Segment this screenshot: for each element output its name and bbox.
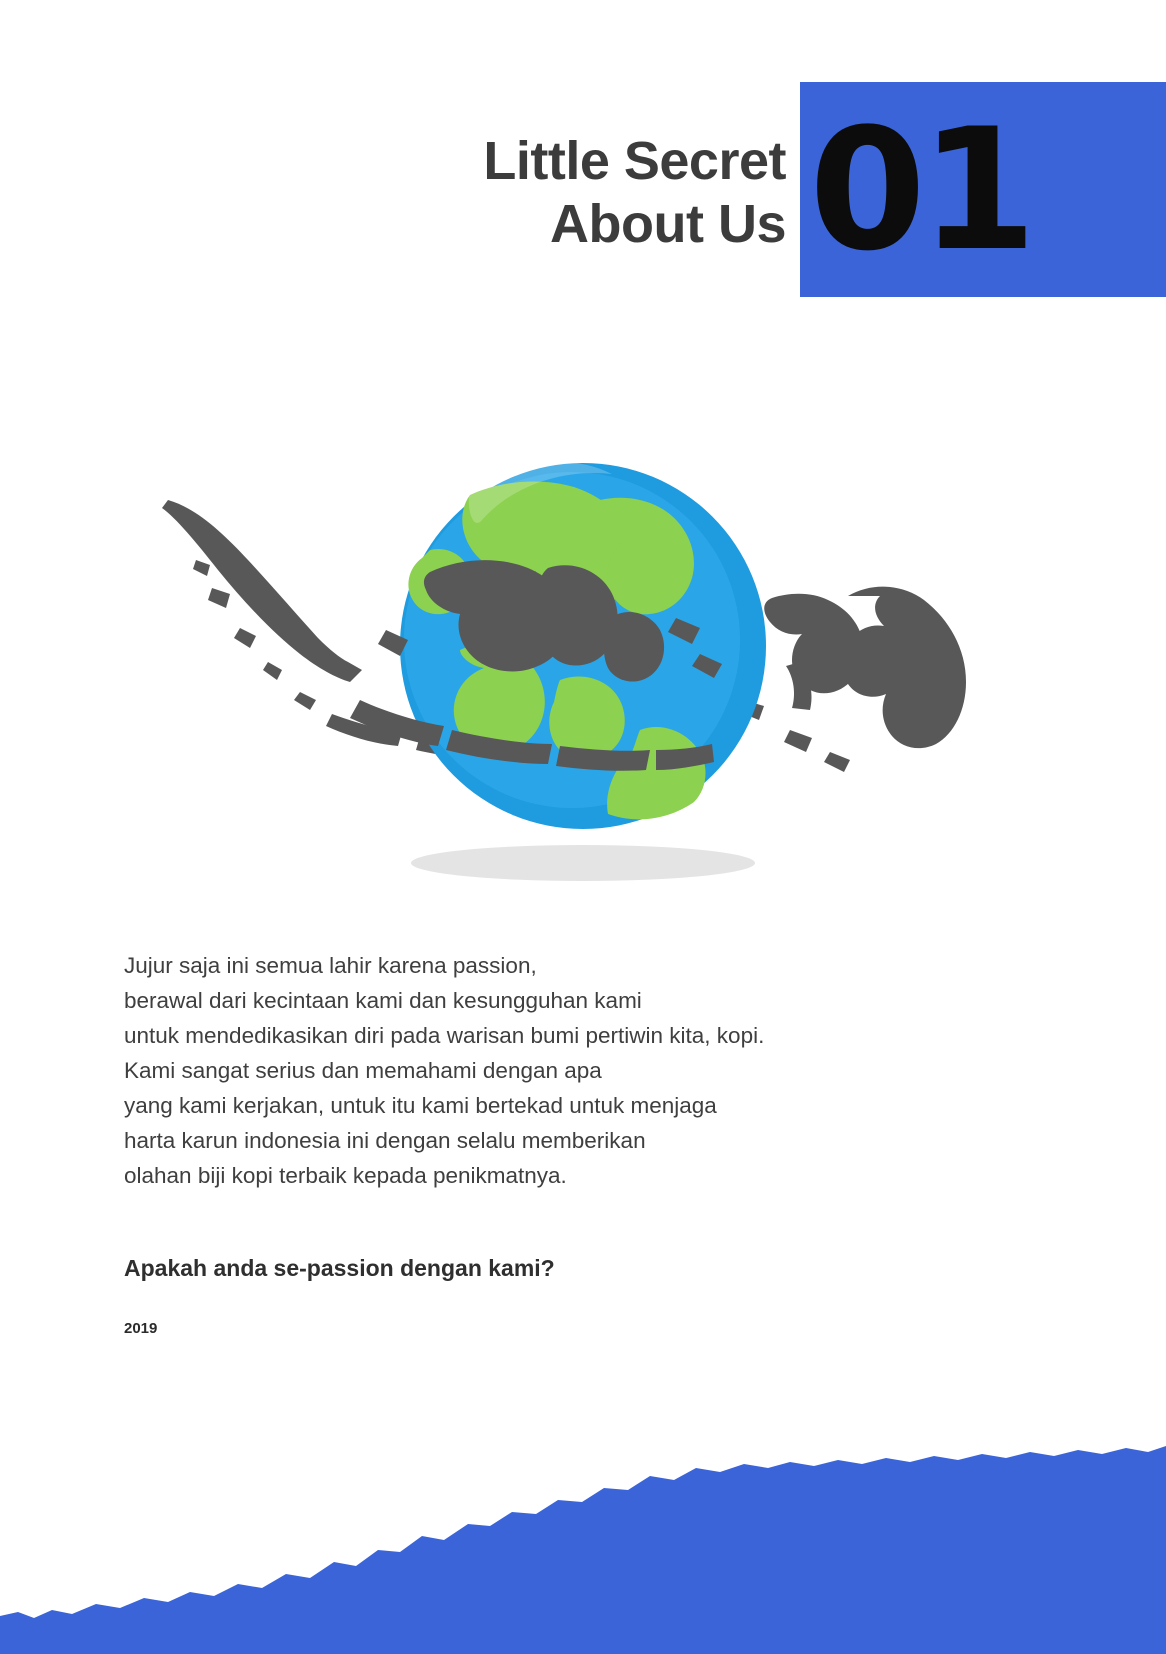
closing-question: Apakah anda se-passion dengan kami? [124, 1255, 555, 1281]
globe-shadow [411, 845, 755, 881]
page-header [0, 82, 1166, 302]
body-line-3: untuk mendedikasikan diri pada warisan bumi pertiwin kita, kopi. [124, 1023, 765, 1048]
body-paragraph [124, 948, 944, 1193]
year-label: 2019 [124, 1320, 158, 1337]
body-line-5: yang kami kerjakan, untuk itu kami bertekad untuk menjaga [124, 1093, 717, 1118]
section-number-text: 01 [809, 91, 1031, 288]
page-title-line-1: Little Secret [483, 131, 786, 191]
section-number-badge [800, 82, 1166, 297]
page-title-line-2: About Us [550, 193, 786, 254]
body-line-6: harta karun indonesia ini dengan selalu memberikan [124, 1128, 646, 1153]
mountain-decoration [0, 1354, 1166, 1654]
page-title [166, 130, 786, 255]
mountain-silhouette-path [0, 1446, 1166, 1654]
body-line-4: Kami sangat serius dan memahami dengan apa [124, 1058, 602, 1083]
globe-illustration [0, 400, 1166, 900]
body-line-1: Jujur saja ini semua lahir karena passion, [124, 953, 537, 978]
body-line-2: berawal dari kecintaan kami dan kesungguhan kami [124, 988, 642, 1013]
body-line-7: olahan biji kopi terbaik kepada penikmatnya. [124, 1163, 567, 1188]
